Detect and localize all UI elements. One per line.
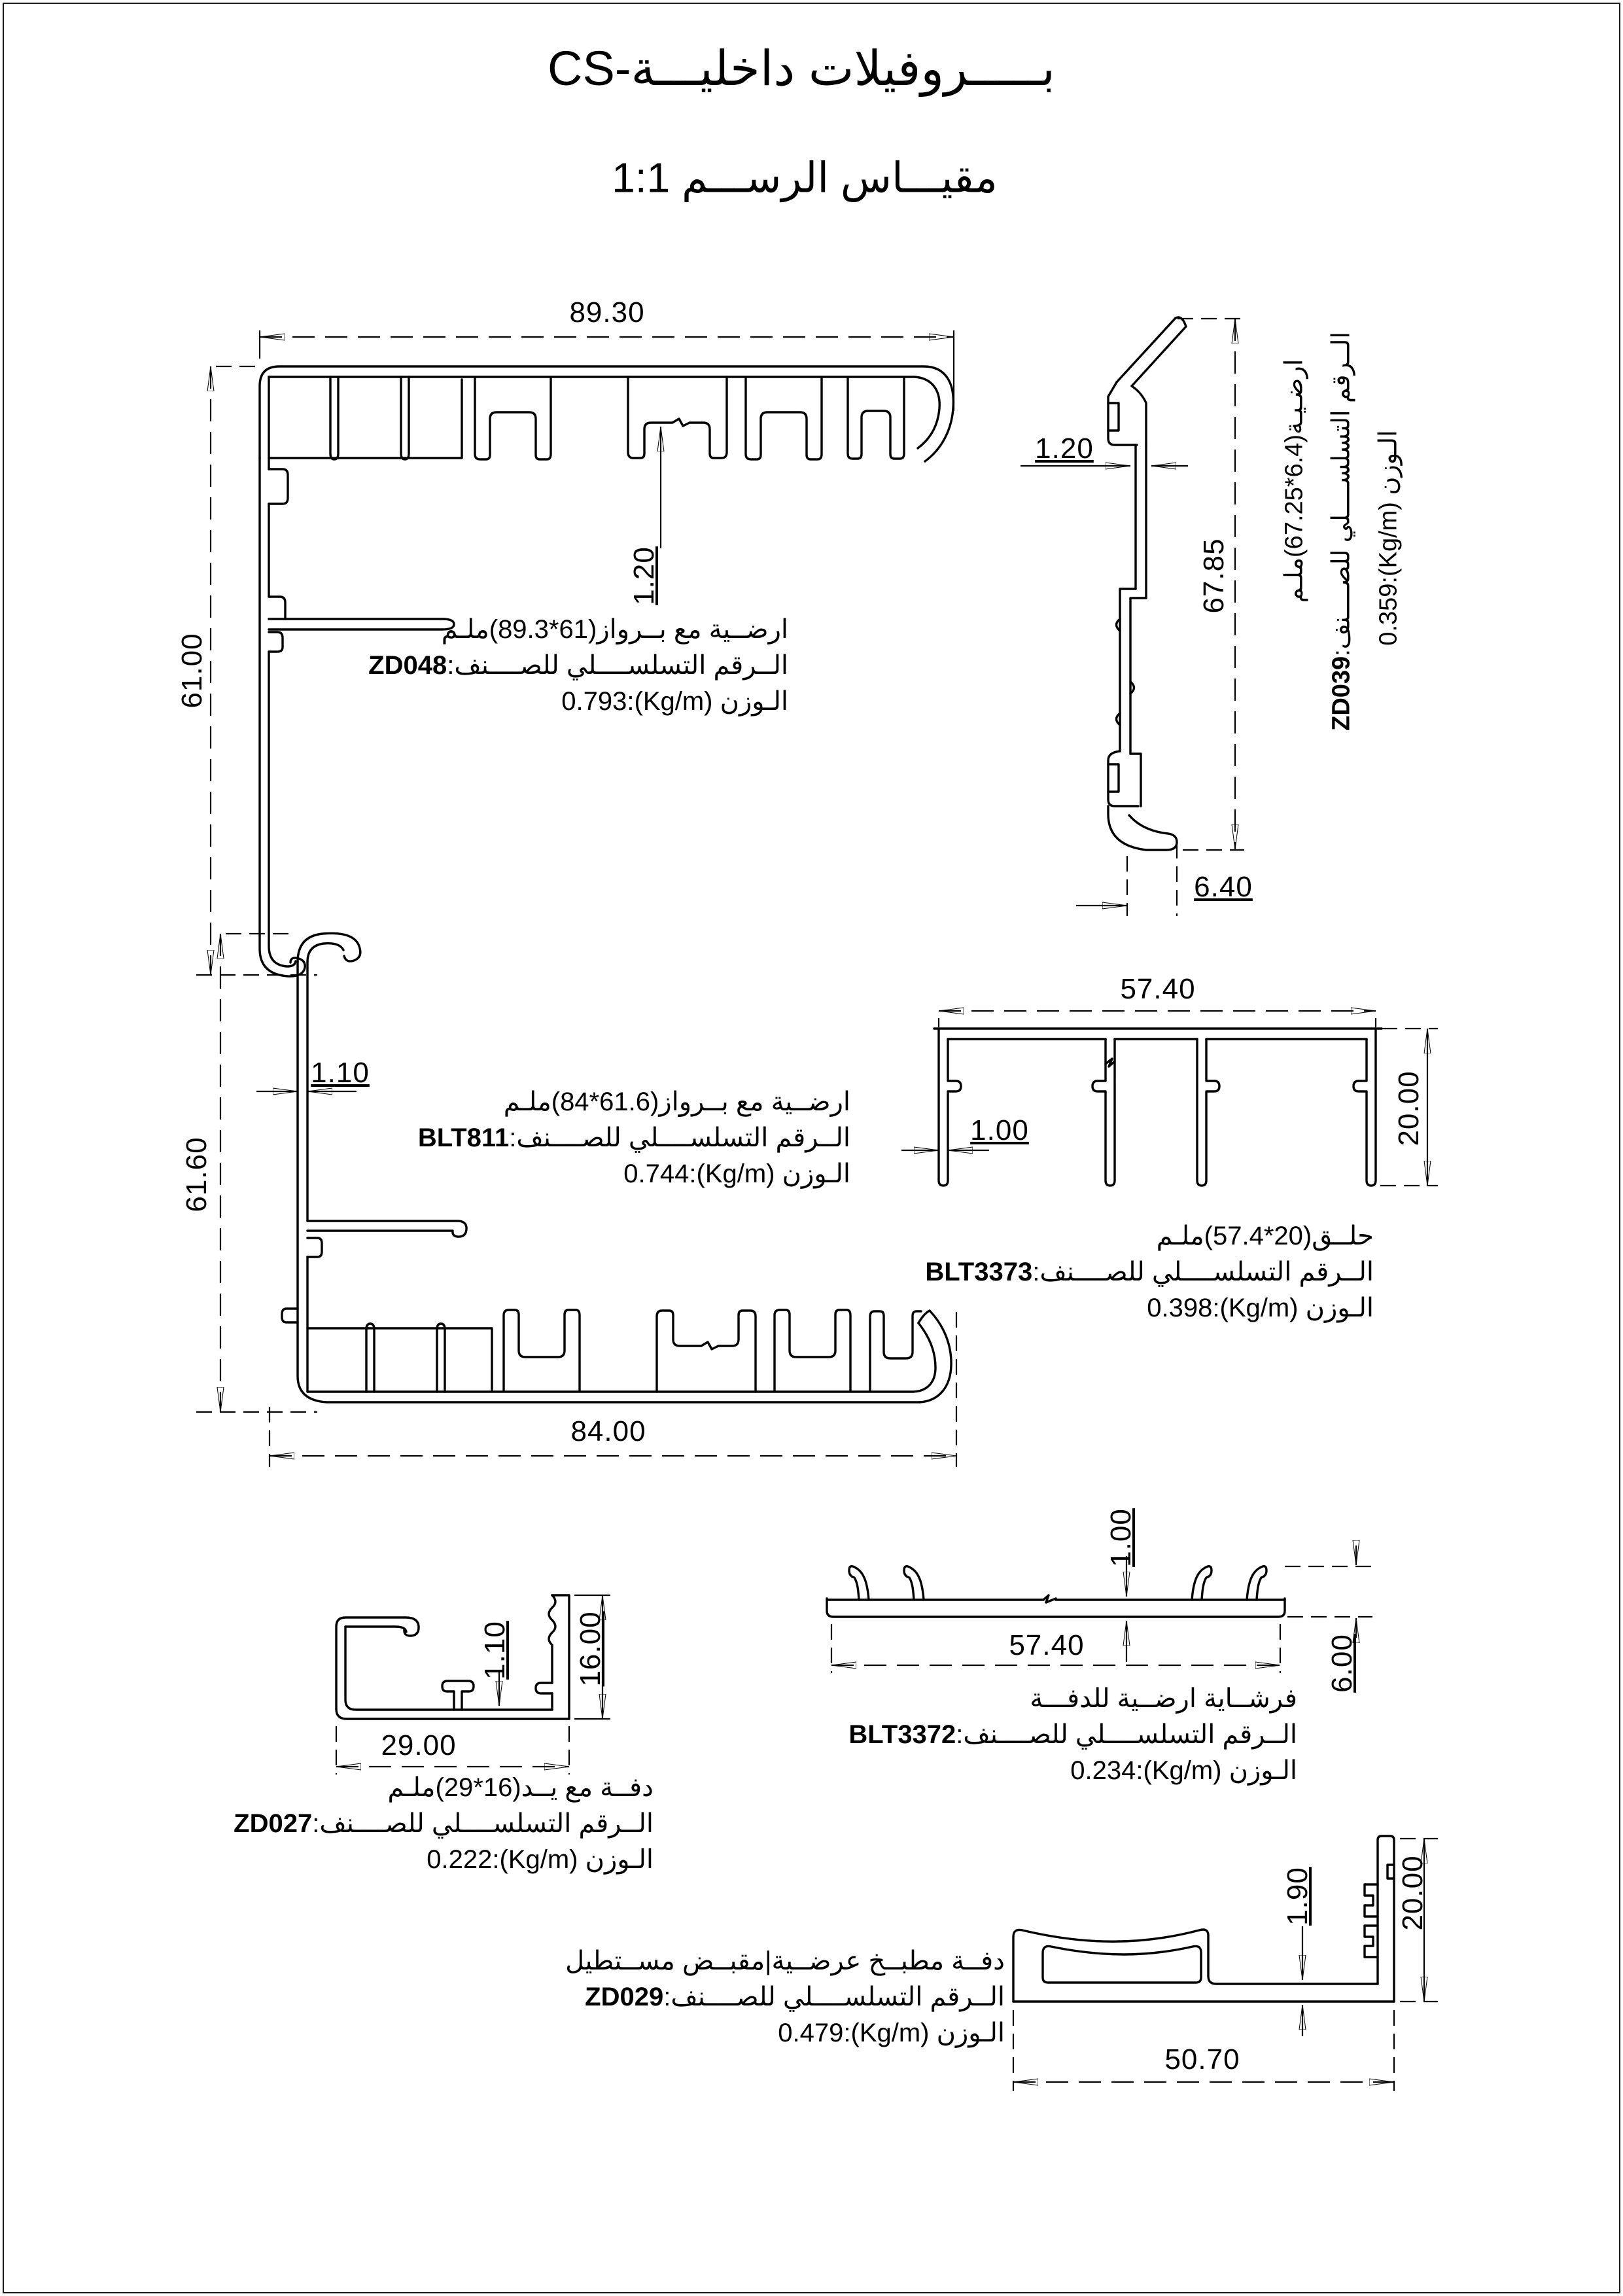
blt811-weight: الـوزن 0.744:(Kg/m): [623, 1159, 850, 1188]
blt3373-weight: الـوزن 0.398:(Kg/m): [1147, 1294, 1374, 1322]
zd039-desc: ارضـيـة(6.4*67.25)ملـم: [1280, 359, 1308, 603]
blt3373-dimension-lines: [901, 1011, 1438, 1186]
zd039-weight: الـوزن 0.359:(Kg/m): [1374, 430, 1403, 646]
page-title: بـــــروفيلات داخليـــة-CS: [548, 41, 1055, 96]
zd048-width-dim: 89.30: [569, 296, 645, 328]
profile-blt3372-outline: [827, 1566, 1285, 1617]
zd048-serial: الــرقم التسلســــلي للصــــنف:ZD048: [368, 651, 788, 680]
profile-zd039-outline: [1108, 317, 1186, 850]
blt3373-height-dim: 20.00: [1393, 1070, 1425, 1146]
blt3372-desc: فرشــاية ارضــية للدفـــة: [1030, 1684, 1297, 1713]
blt3372-label: [848, 1681, 1297, 1789]
zd027-width-dim: 29.00: [381, 1729, 457, 1761]
zd027-desc: دفــة مع يــد(16*29)ملـم: [387, 1773, 654, 1802]
zd029-serial: الــرقم التسلســــلي للصــــنف:ZD029: [585, 1983, 1005, 2011]
blt3372-width-dim: 57.40: [1009, 1629, 1085, 1661]
zd029-height-dim: 20.00: [1397, 1855, 1429, 1931]
zd048-height-dim: 61.00: [176, 633, 208, 709]
zd029-desc: دفــة مطبــخ عرضــية|مقبــض مســتطيل: [565, 1947, 1005, 1975]
zd039-dimension-lines: [1021, 319, 1244, 916]
blt811-dimension-lines: [196, 934, 956, 1467]
zd027-thickness-dim: 1.10: [479, 1621, 511, 1680]
blt3372-serial: الــرقم التسلســــلي للصــــنف:BLT3372: [848, 1720, 1297, 1749]
zd039-height-dim: 67.85: [1198, 538, 1230, 614]
blt3373-width-dim: 57.40: [1120, 973, 1196, 1005]
zd029-label: [565, 1943, 1005, 2051]
blt811-desc: ارضــية مع بــرواز(61.6*84)ملـم: [503, 1087, 850, 1116]
blt3372-thickness-dim: 1.00: [1105, 1508, 1137, 1567]
zd027-height-dim: 16.00: [574, 1611, 606, 1687]
zd029-weight: الـوزن 0.479:(Kg/m): [778, 2019, 1005, 2047]
zd027-weight: الـوزن 0.222:(Kg/m): [427, 1845, 654, 1874]
blt3373-serial: الــرقم التسلســــلي للصــــنف:BLT3373: [925, 1258, 1374, 1286]
profile-blt3373-outline: [934, 1029, 1382, 1186]
zd048-label: [368, 612, 788, 720]
scale-note: مقيـــاس الرســـم 1:1: [612, 154, 998, 202]
profile-zd027-outline: [336, 1595, 569, 1719]
profile-zd029-outline: [1013, 1836, 1394, 2002]
zd048-desc: ارضــية مع بــرواز(61*89.3)ملـم: [441, 615, 788, 644]
zd039-thickness-dim: 1.20: [1035, 433, 1094, 465]
zd027-label: [234, 1770, 654, 1878]
blt811-label: [418, 1084, 850, 1192]
zd029-width-dim: 50.70: [1164, 2043, 1240, 2075]
blt3373-label: [925, 1218, 1374, 1326]
zd029-thickness-dim: 1.90: [1282, 1867, 1314, 1926]
zd048-weight: الـوزن 0.793:(Kg/m): [561, 687, 788, 716]
blt811-thickness-dim: 1.10: [311, 1057, 370, 1089]
zd048-thickness-dim: 1.20: [628, 546, 660, 605]
zd039-serial: الــرقم التسلســــلي للصــــنف:ZD039: [1327, 332, 1355, 731]
blt3372-weight: الـوزن 0.234:(Kg/m): [1070, 1756, 1297, 1785]
zd027-serial: الــرقم التسلســــلي للصــــنف:ZD027: [234, 1809, 654, 1838]
blt811-serial: الــرقم التسلســــلي للصــــنف:BLT811: [417, 1123, 850, 1152]
blt811-height-dim: 61.60: [181, 1137, 213, 1212]
blt3373-thickness-dim: 1.00: [970, 1114, 1029, 1146]
blt3373-desc: حلــق(20*57.4)ملـم: [1156, 1222, 1374, 1250]
blt811-width-dim: 84.00: [570, 1415, 646, 1447]
blt3372-dimension-lines: [831, 1545, 1372, 1673]
blt3372-height-dim: 6.00: [1326, 1634, 1358, 1693]
zd039-width-dim: 6.40: [1194, 871, 1253, 903]
